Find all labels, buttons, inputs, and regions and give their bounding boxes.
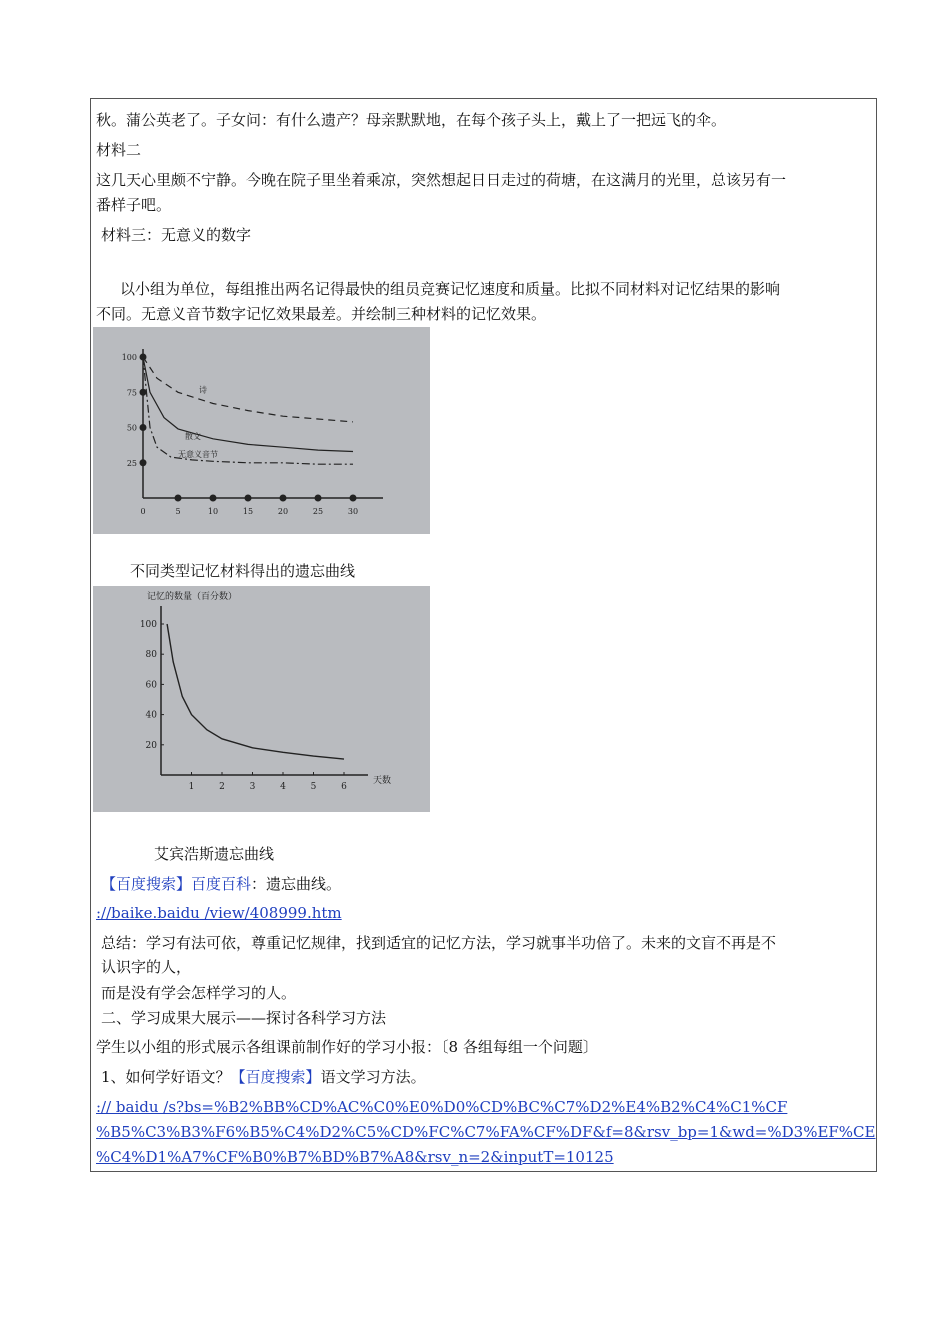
search-url-link[interactable]: :// baidu /s?bs=%B2%BB%CD%AC%C0%E0%D0%CD%BC%C7%D2%E4%B2%C4%C1%CF	[96, 1098, 788, 1116]
x-tick-label: 3	[249, 782, 256, 792]
baidu-search-link[interactable]: 【百度搜索】	[230, 1068, 321, 1086]
baike-url-link[interactable]: ://baike.baidu /view/408999.htm	[96, 904, 342, 922]
section-two-heading: 二、学习成果大展示——探讨各科学习方法	[101, 1009, 387, 1027]
x-tick-label: 5	[310, 782, 317, 792]
search-url-link[interactable]: %C4%D1%A7%CF%B0%B7%BD%B7%A8&rsv_n=2&inputT=10125	[96, 1148, 614, 1166]
figure-material-curves	[93, 327, 430, 534]
search-hint	[101, 874, 341, 894]
series-line-1	[143, 357, 353, 422]
x-tick-dot	[280, 495, 287, 502]
text-line: 以小组为单位，每组推出两名记得最快的组员竞赛记忆速度和质量。比拟不同材料对记忆结果的影响	[120, 280, 781, 298]
x-tick-label: 6	[341, 782, 347, 792]
x-tick-dot	[245, 495, 252, 502]
search-url-link[interactable]: %B5%C3%B3%F6%B5%C4%D2%C5%CD%FC%C7%FA%CF%DF&f=8&rsv_bp=1&wd=%D3%EF%CE	[96, 1123, 876, 1141]
y-axis-label: 记忆的数量（百分数）	[147, 592, 238, 602]
series-label: 无意义音节	[178, 450, 218, 460]
forgetting-curve	[167, 624, 344, 759]
x-tick-label: 15	[242, 507, 254, 516]
text-line: 这几天心里颇不宁静。今晚在院子里坐着乘凉，突然想起日日走过的荷塘，在这满月的光里，总该另有一	[96, 171, 787, 189]
y-tick-label: 100	[121, 353, 137, 362]
figure-caption: 不同类型记忆材料得出的遗忘曲线	[130, 562, 356, 580]
series-line-2	[143, 357, 353, 452]
figure-ebbinghaus-curve	[93, 586, 430, 812]
material-three-heading: 材料三：无意义的数字	[101, 226, 252, 244]
text-line: 番样子吧。	[96, 196, 172, 214]
search-hint-text: ：遗忘曲线。	[251, 875, 342, 893]
baidu-baike-link[interactable]: 百度百科	[191, 875, 252, 893]
x-tick-label: 20	[277, 507, 289, 516]
y-tick-label: 20	[145, 740, 157, 751]
question-one	[101, 1067, 426, 1087]
y-tick-label: 40	[145, 710, 157, 721]
x-axis-label: 天数	[373, 776, 392, 786]
x-tick-label: 4	[280, 782, 286, 792]
y-tick-dot	[140, 389, 147, 396]
question-one-topic: 语文学习方法。	[320, 1068, 426, 1086]
x-tick-label: 5	[175, 507, 181, 516]
x-tick-dot	[350, 495, 357, 502]
question-one-text: 1、如何学好语文？	[101, 1068, 231, 1086]
y-tick-dot	[140, 424, 147, 431]
y-tick-label: 80	[145, 650, 157, 661]
x-tick-dot	[210, 495, 217, 502]
series-label: 诗	[199, 385, 207, 395]
x-tick-label: 0	[140, 507, 146, 516]
x-tick-dot	[315, 495, 322, 502]
summary-line: 认识字的人，	[101, 958, 192, 976]
figure-caption: 艾宾浩斯遗忘曲线	[154, 845, 275, 863]
text-line: 不同。无意义音节数字记忆效果最差。并绘制三种材料的记忆效果。	[96, 305, 547, 323]
x-tick-label: 25	[312, 507, 324, 516]
y-tick-label: 50	[126, 423, 137, 433]
summary-line: 而是没有学会怎样学习的人。	[101, 984, 297, 1002]
baidu-search-link[interactable]: 【百度搜索】	[101, 875, 192, 893]
x-tick-dot	[175, 495, 182, 502]
text-line: 秋。蒲公英老了。子女问：有什么遗产？母亲默默地，在每个孩子头上，戴上了一把远飞的伞。	[96, 111, 727, 129]
material-two-heading: 材料二	[96, 141, 142, 159]
material-curves-chart	[93, 327, 430, 534]
text-line: 学生以小组的形式展示各组课前制作好的学习小报：〔8 各组每组一个问题〕	[96, 1038, 598, 1056]
y-tick-label: 60	[145, 680, 157, 691]
y-tick-dot	[140, 459, 147, 466]
series-label: 散文	[185, 431, 201, 441]
y-tick-label: 100	[139, 620, 157, 630]
x-tick-label: 1	[188, 782, 195, 792]
ebbinghaus-chart	[93, 586, 430, 812]
x-tick-label: 30	[347, 507, 359, 516]
y-tick-label: 25	[126, 458, 137, 468]
summary-line: 总结：学习有法可依，尊重记忆规律，找到适宜的记忆方法，学习就事半功倍了。未来的文盲不再是不	[101, 934, 777, 952]
y-tick-label: 75	[126, 388, 137, 398]
x-tick-label: 2	[219, 782, 225, 792]
x-tick-label: 10	[207, 507, 219, 516]
